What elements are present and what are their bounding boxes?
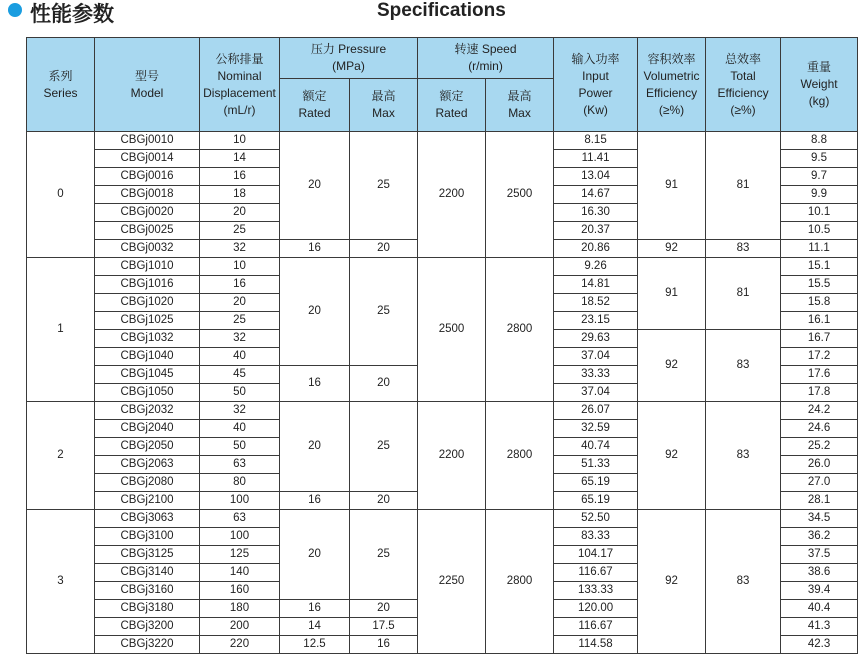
displacement-cell: 32 (200, 330, 280, 348)
model-cell: CBGj1025 (95, 312, 200, 330)
displacement-cell: 125 (200, 546, 280, 564)
volumetric-efficiency-cell: 92 (638, 510, 706, 654)
header-rated-en: Rated (298, 106, 331, 120)
header-power-en2: Power (578, 85, 613, 100)
series-cell: 1 (27, 258, 95, 402)
input-power-cell: 33.33 (554, 366, 638, 384)
pressure-rated-cell: 16 (280, 240, 350, 258)
model-cell: CBGj2050 (95, 438, 200, 456)
input-power-cell: 23.15 (554, 312, 638, 330)
pressure-rated-cell: 20 (280, 510, 350, 600)
displacement-cell: 50 (200, 384, 280, 402)
displacement-cell: 40 (200, 348, 280, 366)
header-max-en: Max (508, 106, 531, 120)
header-model-cn: 型号 (134, 68, 159, 83)
header-power-unit: (Kw) (583, 102, 608, 117)
table-row (27, 258, 858, 276)
displacement-cell: 100 (200, 528, 280, 546)
header-veff-cn: 容积效率 (647, 51, 696, 66)
table-row (27, 510, 858, 528)
table-header (27, 38, 858, 132)
weight-cell: 11.1 (781, 240, 858, 258)
displacement-cell: 16 (200, 276, 280, 294)
total-efficiency-cell: 83 (706, 240, 781, 258)
weight-cell: 41.3 (781, 618, 858, 636)
weight-cell: 10.5 (781, 222, 858, 240)
volumetric-efficiency-cell: 91 (638, 132, 706, 240)
model-cell: CBGj3100 (95, 528, 200, 546)
pressure-max-cell: 20 (350, 240, 418, 258)
displacement-cell: 80 (200, 474, 280, 492)
page-header (0, 0, 865, 30)
input-power-cell: 37.04 (554, 348, 638, 366)
input-power-cell: 14.67 (554, 186, 638, 204)
weight-cell: 17.8 (781, 384, 858, 402)
series-cell: 0 (27, 132, 95, 258)
displacement-cell: 25 (200, 312, 280, 330)
model-cell: CBGj0020 (95, 204, 200, 222)
model-cell: CBGj3180 (95, 600, 200, 618)
input-power-cell: 20.86 (554, 240, 638, 258)
input-power-cell: 18.52 (554, 294, 638, 312)
pressure-rated-cell: 20 (280, 258, 350, 366)
model-cell: CBGj2040 (95, 420, 200, 438)
header-speed-label: 转速 Speed (454, 42, 517, 56)
weight-cell: 15.5 (781, 276, 858, 294)
weight-cell: 24.2 (781, 402, 858, 420)
input-power-cell: 116.67 (554, 618, 638, 636)
displacement-cell: 45 (200, 366, 280, 384)
displacement-cell: 180 (200, 600, 280, 618)
total-efficiency-cell: 83 (706, 330, 781, 402)
header-weight-cn: 重量 (807, 60, 832, 74)
input-power-cell: 120.00 (554, 600, 638, 618)
model-cell: CBGj3140 (95, 564, 200, 582)
model-cell: CBGj1045 (95, 366, 200, 384)
speed-rated-cell: 2200 (418, 402, 486, 510)
model-cell: CBGj1032 (95, 330, 200, 348)
table-body (27, 132, 858, 654)
header-speed-unit: (r/min) (468, 59, 503, 73)
model-cell: CBGj2080 (95, 474, 200, 492)
header-pressure (280, 38, 418, 79)
speed-rated-cell: 2200 (418, 132, 486, 258)
input-power-cell: 13.04 (554, 168, 638, 186)
header-pressure-rated (280, 79, 350, 132)
weight-cell: 38.6 (781, 564, 858, 582)
model-cell: CBGj2032 (95, 402, 200, 420)
displacement-cell: 220 (200, 636, 280, 654)
model-cell: CBGj3200 (95, 618, 200, 636)
displacement-cell: 20 (200, 294, 280, 312)
header-veff-unit: (≥%) (658, 102, 685, 117)
displacement-cell: 16 (200, 168, 280, 186)
weight-cell: 16.1 (781, 312, 858, 330)
volumetric-efficiency-cell: 92 (638, 240, 706, 258)
weight-cell: 27.0 (781, 474, 858, 492)
pressure-max-cell: 20 (350, 492, 418, 510)
speed-max-cell: 2800 (486, 510, 554, 654)
weight-cell: 15.1 (781, 258, 858, 276)
input-power-cell: 51.33 (554, 456, 638, 474)
header-max-cn: 最高 (371, 89, 396, 103)
weight-cell: 37.5 (781, 546, 858, 564)
model-cell: CBGj1050 (95, 384, 200, 402)
header-volumetric-efficiency (638, 38, 706, 132)
pressure-rated-cell: 20 (280, 132, 350, 240)
input-power-cell: 14.81 (554, 276, 638, 294)
displacement-cell: 20 (200, 204, 280, 222)
displacement-cell: 50 (200, 438, 280, 456)
weight-cell: 39.4 (781, 582, 858, 600)
weight-cell: 42.3 (781, 636, 858, 654)
header-rated-cn: 额定 (302, 89, 327, 103)
header-power-en1: Input (582, 68, 609, 83)
weight-cell: 16.7 (781, 330, 858, 348)
weight-cell: 28.1 (781, 492, 858, 510)
header-max-cn: 最高 (507, 89, 532, 103)
pressure-max-cell: 25 (350, 510, 418, 600)
header-pressure-label: 压力 Pressure (310, 42, 387, 56)
input-power-cell: 116.67 (554, 564, 638, 582)
displacement-cell: 160 (200, 582, 280, 600)
pressure-rated-cell: 16 (280, 366, 350, 402)
header-speed (418, 38, 554, 79)
model-cell: CBGj3125 (95, 546, 200, 564)
input-power-cell: 114.58 (554, 636, 638, 654)
input-power-cell: 8.15 (554, 132, 638, 150)
pressure-max-cell: 25 (350, 132, 418, 240)
header-teff-en2: Efficiency (717, 85, 769, 100)
speed-max-cell: 2500 (486, 132, 554, 258)
series-cell: 2 (27, 402, 95, 510)
pressure-max-cell: 16 (350, 636, 418, 654)
weight-cell: 25.2 (781, 438, 858, 456)
header-speed-rated (418, 79, 486, 132)
header-model-en: Model (130, 85, 164, 100)
model-cell: CBGj0010 (95, 132, 200, 150)
header-pressure-max (350, 79, 418, 132)
bullet-icon (8, 3, 22, 17)
pressure-max-cell: 20 (350, 600, 418, 618)
volumetric-efficiency-cell: 91 (638, 258, 706, 330)
pressure-rated-cell: 14 (280, 618, 350, 636)
input-power-cell: 65.19 (554, 474, 638, 492)
header-teff-unit: (≥%) (730, 102, 756, 117)
displacement-cell: 63 (200, 456, 280, 474)
specifications-table (26, 37, 858, 654)
displacement-cell: 14 (200, 150, 280, 168)
model-cell: CBGj1040 (95, 348, 200, 366)
displacement-cell: 40 (200, 420, 280, 438)
volumetric-efficiency-cell: 92 (638, 402, 706, 510)
displacement-cell: 63 (200, 510, 280, 528)
model-cell: CBGj1020 (95, 294, 200, 312)
weight-cell: 8.8 (781, 132, 858, 150)
header-veff-en1: Volumetric (643, 68, 700, 83)
displacement-cell: 25 (200, 222, 280, 240)
header-teff-en1: Total (730, 68, 756, 83)
header-rated-cn: 额定 (439, 89, 464, 103)
model-cell: CBGj1010 (95, 258, 200, 276)
model-cell: CBGj2063 (95, 456, 200, 474)
table-row (27, 132, 858, 150)
weight-cell: 9.7 (781, 168, 858, 186)
weight-cell: 36.2 (781, 528, 858, 546)
header-series-cn: 系列 (48, 68, 73, 83)
input-power-cell: 104.17 (554, 546, 638, 564)
table-row (27, 402, 858, 420)
weight-cell: 10.1 (781, 204, 858, 222)
weight-cell: 34.5 (781, 510, 858, 528)
model-cell: CBGj0016 (95, 168, 200, 186)
displacement-cell: 140 (200, 564, 280, 582)
input-power-cell: 20.37 (554, 222, 638, 240)
header-max-en: Max (372, 106, 395, 120)
pressure-rated-cell: 16 (280, 492, 350, 510)
input-power-cell: 83.33 (554, 528, 638, 546)
model-cell: CBGj3160 (95, 582, 200, 600)
model-cell: CBGj3063 (95, 510, 200, 528)
weight-cell: 26.0 (781, 456, 858, 474)
total-efficiency-cell: 83 (706, 510, 781, 654)
weight-cell: 9.9 (781, 186, 858, 204)
pressure-rated-cell: 16 (280, 600, 350, 618)
header-displacement-en1: Nominal (217, 68, 262, 83)
input-power-cell: 65.19 (554, 492, 638, 510)
total-efficiency-cell: 81 (706, 258, 781, 330)
header-model (95, 38, 200, 132)
header-rated-en: Rated (435, 106, 468, 120)
displacement-cell: 10 (200, 132, 280, 150)
weight-cell: 17.6 (781, 366, 858, 384)
model-cell: CBGj0025 (95, 222, 200, 240)
pressure-max-cell: 25 (350, 402, 418, 492)
input-power-cell: 16.30 (554, 204, 638, 222)
displacement-cell: 100 (200, 492, 280, 510)
header-power-cn: 输入功率 (571, 51, 620, 66)
header-series (27, 38, 95, 132)
input-power-cell: 40.74 (554, 438, 638, 456)
displacement-cell: 18 (200, 186, 280, 204)
header-total-efficiency (706, 38, 781, 132)
header-speed-max (486, 79, 554, 132)
input-power-cell: 37.04 (554, 384, 638, 402)
weight-cell: 24.6 (781, 420, 858, 438)
input-power-cell: 26.07 (554, 402, 638, 420)
weight-cell: 15.8 (781, 294, 858, 312)
speed-max-cell: 2800 (486, 258, 554, 402)
header-displacement-cn: 公称排量 (215, 51, 264, 66)
header-pressure-unit: (MPa) (332, 59, 365, 73)
header-weight (781, 38, 858, 132)
header-input-power (554, 38, 638, 132)
model-cell: CBGj3220 (95, 636, 200, 654)
input-power-cell: 52.50 (554, 510, 638, 528)
total-efficiency-cell: 81 (706, 132, 781, 240)
pressure-max-cell: 17.5 (350, 618, 418, 636)
model-cell: CBGj0014 (95, 150, 200, 168)
displacement-cell: 32 (200, 402, 280, 420)
speed-max-cell: 2800 (486, 402, 554, 510)
model-cell: CBGj0018 (95, 186, 200, 204)
weight-cell: 40.4 (781, 600, 858, 618)
pressure-rated-cell: 20 (280, 402, 350, 492)
section-title-cn: 性能参数 (30, 2, 114, 26)
section-title-en: Specifications (377, 0, 506, 21)
header-displacement-en2: Displacement (203, 85, 276, 100)
header-weight-en: Weight (800, 77, 838, 91)
pressure-rated-cell: 12.5 (280, 636, 350, 654)
input-power-cell: 29.63 (554, 330, 638, 348)
header-weight-unit: (kg) (808, 94, 830, 108)
displacement-cell: 200 (200, 618, 280, 636)
input-power-cell: 32.59 (554, 420, 638, 438)
weight-cell: 17.2 (781, 348, 858, 366)
model-cell: CBGj1016 (95, 276, 200, 294)
displacement-cell: 10 (200, 258, 280, 276)
header-series-en: Series (43, 85, 78, 100)
header-teff-cn: 总效率 (725, 51, 762, 66)
header-displacement (200, 38, 280, 132)
displacement-cell: 32 (200, 240, 280, 258)
volumetric-efficiency-cell: 92 (638, 330, 706, 402)
input-power-cell: 9.26 (554, 258, 638, 276)
input-power-cell: 11.41 (554, 150, 638, 168)
model-cell: CBGj0032 (95, 240, 200, 258)
total-efficiency-cell: 83 (706, 402, 781, 510)
pressure-max-cell: 20 (350, 366, 418, 402)
model-cell: CBGj2100 (95, 492, 200, 510)
speed-rated-cell: 2500 (418, 258, 486, 402)
header-veff-en2: Efficiency (645, 85, 698, 100)
speed-rated-cell: 2250 (418, 510, 486, 654)
weight-cell: 9.5 (781, 150, 858, 168)
series-cell: 3 (27, 510, 95, 654)
pressure-max-cell: 25 (350, 258, 418, 366)
input-power-cell: 133.33 (554, 582, 638, 600)
header-displacement-unit: (mL/r) (223, 102, 256, 117)
